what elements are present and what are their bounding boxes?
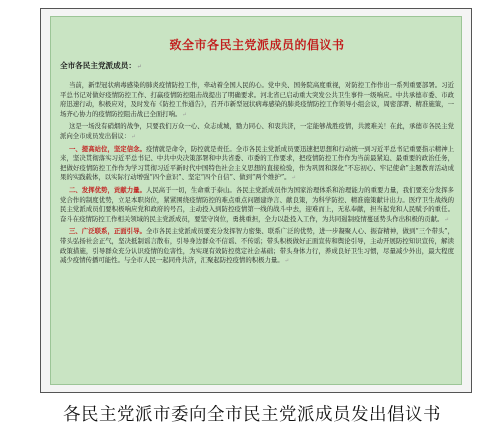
salutation-text: 全市各民主党派成员： — [60, 61, 136, 70]
paragraph-point-1 — [60, 145, 454, 184]
paragraph-text: 当前，新型冠状病毒感染的肺炎疫情防控工作，牵动着全国人民的心。党中央、国务院高度重视，对防控工作作出一系列重要部署。习近平总书记对做好疫情防控工作、打赢疫情防控阻击战提出了明确要求。河北省已启动重大突发公共卫生事件一级响应。中共承德市委、市政府迅速行动，积极应对，及时发布《防控工作通告》，召开市新型冠状病毒感染的肺炎疫情防控工作领导小组会议，周密部署、精准施策，一场齐心协力的疫情防控阻击战已全面打响。 — [60, 81, 454, 118]
return-mark-icon: ↵ — [284, 258, 290, 265]
paragraph-point-2 — [60, 186, 454, 225]
paragraph-call — [60, 122, 454, 142]
paragraph-text: 疫情就是命令，防控就是责任。全市各民主党派成员要迅速把思想和行动统一到习近平总书记重要指示精神上来，坚决贯彻落实习近平总书记、中共中央决策部署和中共省委、市委的工作要求，把疫情防控工作作为当前最紧迫、最重要的政治任务，把做好疫情防控工作作为学习贯彻习近平新时代中国特色社会主义思想的直接检验，作为巩固和深化“不忘初心、牢记使命”主题教育活动成果的实践载体，以实际行动增强“四个意识”、坚定“四个自信”、做到“两个维护”。 — [60, 144, 454, 182]
document-frame — [40, 8, 472, 393]
image-caption: 各民主党派市委向全市民主党派成员发出倡议书 — [63, 405, 441, 425]
paragraph-text: 人民高于一切，生命重于泰山。各民主党派成员作为国家治理体系和治理能力的重要力量，我们要充分发挥多党合作的制度优势，立足本职岗位，紧紧围绕疫情防控的难点重点问题建诤言、献良策，为科学防控、精准施策献计出力。医疗卫生战线的民主党派成员们要积极响应党和政府的号召，主动投入到防控疫情第一线的战斗中去，迎难而上，无私奉献，担当起党和人民赋予的重任。奋斗在疫情防控工作相关领域的民主党派成员，要坚守岗位，勇挑重担，全力以赴投入工作，为共同遏制疫情蔓延势头作出积极的贡献。 — [60, 185, 454, 223]
document-panel — [50, 16, 462, 385]
return-mark-icon: ↵ — [182, 111, 188, 118]
salutation — [60, 60, 454, 73]
paragraph-heading: 三、广泛联系，正面引导。 — [68, 227, 146, 236]
paragraph-text: 这是一场没有硝烟的战争，只要我们万众一心、众志成城，勠力同心、和衷共济，一定能够战胜疫情，共渡难关！在此，承德市各民主党派向全市成员发出倡议： — [60, 122, 454, 140]
paragraph-heading: 一、提高站位，坚定信念。 — [68, 144, 146, 153]
return-mark-icon: ↵ — [291, 175, 297, 182]
return-mark-icon: ↵ — [131, 133, 136, 140]
paragraph-heading: 二、发挥优势，贡献力量。 — [68, 185, 146, 194]
paragraph-point-3 — [60, 227, 454, 266]
document-title: 致全市各民主党派成员的倡议书 — [169, 38, 345, 52]
return-mark-icon: ↵ — [444, 216, 450, 223]
return-mark-icon: ↵ — [136, 64, 142, 70]
paragraph-text: 全市各民主党派成员要充分发挥智力密集、联系广泛的优势，进一步凝聚人心、振奋精神，做到“三个带头”，带头弘扬社会正气，坚决抵制谣言散布，引导身边群众不信谣、不传谣；带头积极做好正面宣传和舆论引导，主动开展防控知识宣传，解读政策措施，引导群众充分认识疫情的危害性，为实现有效防控奠定社会基础；带头身体力行，养成良好卫生习惯，尽量减少外出，最大程度减少疫情传播可能性。与全市人民一起同舟共济，汇聚起防控疫情的积极力量。 — [60, 227, 454, 265]
paragraph-intro — [60, 81, 454, 120]
